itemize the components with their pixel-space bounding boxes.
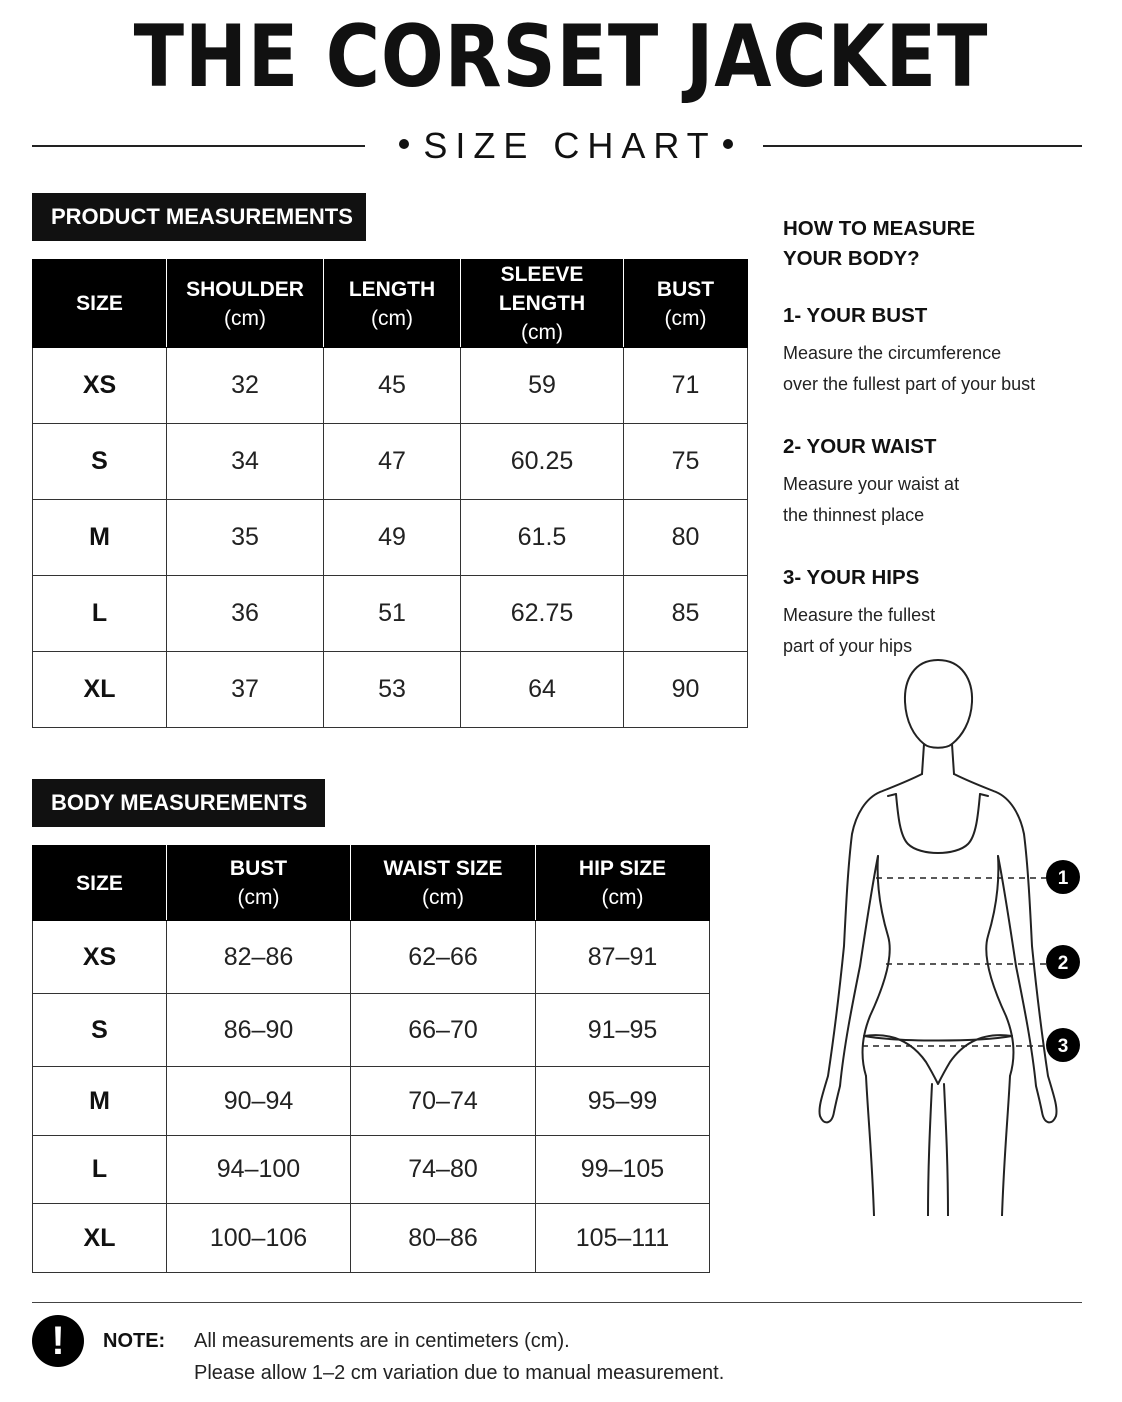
- col-header-waist-size: WAIST SIZE (cm): [351, 846, 536, 921]
- size-cell: XS: [33, 921, 167, 994]
- table-cell: 34: [167, 424, 324, 500]
- table-cell: 80–86: [351, 1204, 536, 1273]
- exclamation-icon: !: [32, 1315, 84, 1367]
- table-cell: 47: [324, 424, 461, 500]
- figure-right-leg: [1002, 1076, 1010, 1216]
- table-cell: 32: [167, 348, 324, 424]
- figure-tank-straps: [888, 794, 988, 796]
- instruction-hips: [783, 563, 1103, 662]
- table-cell: 80: [624, 500, 748, 576]
- body-figure-illustration: [808, 656, 1098, 1216]
- col-header-size: SIZE: [33, 260, 167, 348]
- table-cell: 75: [624, 424, 748, 500]
- instruction-waist: [783, 432, 1103, 531]
- table-cell: 91–95: [536, 994, 710, 1067]
- table-cell: 86–90: [167, 994, 351, 1067]
- table-row: [33, 1136, 710, 1204]
- figure-inner-legs: [928, 1084, 948, 1216]
- size-cell: S: [33, 994, 167, 1067]
- figure-head: [905, 660, 972, 748]
- instruction-bust: [783, 301, 1103, 400]
- subtitle-rule-right: [763, 145, 1082, 147]
- instruction-title: 3- YOUR HIPS: [783, 566, 920, 589]
- figure-left-leg: [866, 1076, 874, 1216]
- subtitle: [370, 126, 762, 166]
- table-row: [33, 1204, 710, 1273]
- table-header-row: [33, 846, 710, 921]
- table-row: [33, 652, 748, 728]
- col-header-shoulder: SHOULDER (cm): [167, 260, 324, 348]
- marker-2-icon: [1046, 945, 1080, 979]
- table-cell: 66–70: [351, 994, 536, 1067]
- col-header-hip-size: HIP SIZE (cm): [536, 846, 710, 921]
- table-cell: 45: [324, 348, 461, 424]
- note-line: All measurements are in centimeters (cm).: [194, 1330, 570, 1352]
- product-measurements-label: PRODUCT MEASUREMENTS: [32, 193, 366, 241]
- table-cell: 37: [167, 652, 324, 728]
- figure-tank-top: [896, 794, 980, 853]
- subtitle-text: SIZE CHART: [423, 125, 717, 166]
- size-cell: M: [33, 1067, 167, 1136]
- figure-briefs: [864, 1035, 1012, 1084]
- table-cell: 35: [167, 500, 324, 576]
- col-header-sleeve-length: SLEEVE LENGTH (cm): [461, 260, 624, 348]
- product-measurements-table: [32, 259, 748, 728]
- table-cell: 100–106: [167, 1204, 351, 1273]
- table-row: [33, 921, 710, 994]
- size-cell: XS: [33, 348, 167, 424]
- table-cell: 36: [167, 576, 324, 652]
- table-row: [33, 424, 748, 500]
- page-title: THE CORSET JACKET: [133, 7, 989, 107]
- marker-1-icon: [1046, 860, 1080, 894]
- table-cell: 49: [324, 500, 461, 576]
- how-to-measure-heading: HOW TO MEASURE YOUR BODY?: [783, 217, 976, 270]
- svg-text:1: 1: [1057, 868, 1069, 889]
- table-cell: 71: [624, 348, 748, 424]
- table-cell: 64: [461, 652, 624, 728]
- size-cell: XL: [33, 652, 167, 728]
- table-cell: 94–100: [167, 1136, 351, 1204]
- table-cell: 61.5: [461, 500, 624, 576]
- table-cell: 82–86: [167, 921, 351, 994]
- table-cell: 90: [624, 652, 748, 728]
- note-label: NOTE:: [103, 1330, 166, 1352]
- body-measurements-table: [32, 845, 710, 1273]
- table-header-row: [33, 260, 748, 348]
- col-header-bust: BUST (cm): [624, 260, 748, 348]
- instruction-text: Measure your waist at the thinnest place: [783, 474, 960, 525]
- table-cell: 60.25: [461, 424, 624, 500]
- note-text: [194, 1325, 724, 1389]
- col-header-length: LENGTH (cm): [324, 260, 461, 348]
- size-cell: L: [33, 1136, 167, 1204]
- instruction-title: 2- YOUR WAIST: [783, 435, 937, 458]
- bullet-dot-icon: [723, 139, 733, 149]
- note-line: Please allow 1–2 cm variation due to manual measurement.: [194, 1362, 725, 1384]
- table-row: [33, 994, 710, 1067]
- size-cell: XL: [33, 1204, 167, 1273]
- table-cell: 70–74: [351, 1067, 536, 1136]
- instruction-text: Measure the circumference over the fullest part of your bust: [783, 343, 1036, 394]
- svg-text:3: 3: [1057, 1036, 1069, 1057]
- table-cell: 51: [324, 576, 461, 652]
- table-cell: 99–105: [536, 1136, 710, 1204]
- size-cell: S: [33, 424, 167, 500]
- svg-text:2: 2: [1057, 953, 1069, 974]
- figure-left-arm: [819, 774, 922, 1122]
- table-row: [33, 500, 748, 576]
- table-row: [33, 348, 748, 424]
- body-measurements-label: BODY MEASUREMENTS: [32, 779, 325, 827]
- table-cell: 105–111: [536, 1204, 710, 1273]
- table-cell: 95–99: [536, 1067, 710, 1136]
- table-cell: 85: [624, 576, 748, 652]
- size-cell: L: [33, 576, 167, 652]
- size-cell: M: [33, 500, 167, 576]
- table-cell: 87–91: [536, 921, 710, 994]
- table-row: [33, 576, 748, 652]
- bottom-divider: [32, 1302, 1082, 1303]
- figure-torso-left: [863, 856, 890, 1076]
- col-header-size: SIZE: [33, 846, 167, 921]
- table-cell: 90–94: [167, 1067, 351, 1136]
- bullet-dot-icon: [399, 139, 409, 149]
- figure-torso-right: [986, 856, 1013, 1076]
- table-row: [33, 1067, 710, 1136]
- table-cell: 53: [324, 652, 461, 728]
- table-cell: 74–80: [351, 1136, 536, 1204]
- marker-3-icon: [1046, 1028, 1080, 1062]
- figure-right-arm: [954, 774, 1057, 1122]
- table-cell: 62.75: [461, 576, 624, 652]
- col-header-bust: BUST (cm): [167, 846, 351, 921]
- instruction-text: Measure the fullest part of your hips: [783, 605, 936, 656]
- table-cell: 59: [461, 348, 624, 424]
- subtitle-rule-left: [32, 145, 365, 147]
- table-cell: 62–66: [351, 921, 536, 994]
- how-to-measure-panel: [783, 214, 1103, 274]
- instruction-title: 1- YOUR BUST: [783, 304, 928, 327]
